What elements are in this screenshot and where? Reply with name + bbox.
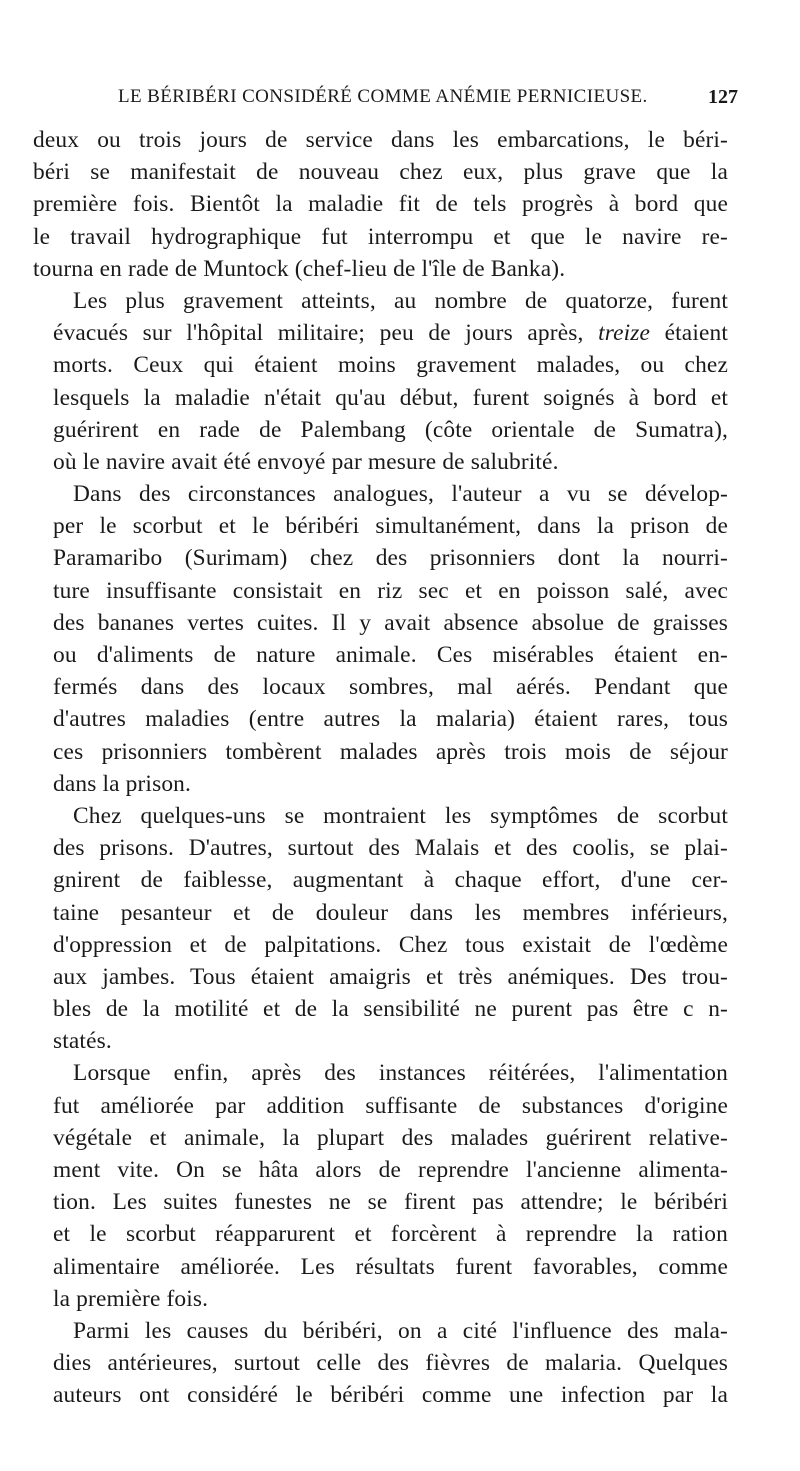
text-line: Dans des circonstances analogues, l'auteur a vu se dévelop- [73, 481, 728, 508]
text-line: ou d'aliments de nature animale. Ces misérables étaient en- [53, 642, 728, 668]
text-line: bles de la motilité et de la sensibilité ne purent pas être c n- [53, 996, 728, 1023]
text-line: la première fois. [53, 1285, 209, 1312]
paragraph [33, 1057, 728, 1315]
text-line: végétale et animale, la plupart des malades guérirent relative- [53, 1124, 728, 1151]
text-line: taine pesanteur et de douleur dans les membres inférieurs, [53, 899, 728, 926]
text-line: Paramaribo (Surimam) chez des prisonniers dont la nourri- [53, 545, 728, 572]
text-line: première fois. Bientôt la maladie fit de tels progrès à bord que [33, 191, 728, 218]
text-line: ment vite. On se hâta alors de reprendre l'ancienne alimenta- [53, 1157, 728, 1183]
text-line [33, 317, 728, 349]
body-text [33, 124, 728, 1412]
text-line: tourna en rade de Muntock (chef-lieu de l'île de Banka). [33, 255, 566, 282]
text-line: Les plus gravement atteints, au nombre de quatorze, furent [73, 287, 728, 314]
text-line: auteurs ont considéré le béribéri comme une infection par la [53, 1382, 728, 1409]
text-line: Chez quelques-uns se montraient les symptômes de scorbut [73, 802, 728, 829]
page-number: 127 [708, 86, 738, 108]
paragraph [33, 285, 728, 478]
text-line: statés. [53, 1028, 112, 1055]
text-line: aux jambes. Tous étaient amaigris et très anémiques. Des trou- [53, 963, 728, 990]
text-line: des bananes vertes cuites. Il y avait absence absolue de graisses [53, 609, 728, 636]
text-line: fermés dans des locaux sombres, mal aérés. Pendant que [53, 674, 728, 701]
paragraph [33, 800, 728, 1058]
text-line: le travail hydrographique fut interrompu et que le navire re- [33, 223, 728, 250]
text-line: des prisons. D'autres, surtout des Malais et des coolis, se plai- [53, 835, 728, 862]
running-header [118, 86, 738, 116]
paragraph [33, 1315, 728, 1412]
text-line: morts. Ceux qui étaient moins gravement malades, ou chez [53, 352, 728, 379]
paragraph [33, 478, 728, 800]
text-line: et le scorbut réapparurent et forcèrent à reprendre la ration [53, 1221, 728, 1248]
text-line: Lorsque enfin, après des instances réitérées, l'alimentation [73, 1060, 728, 1087]
text-line: deux ou trois jours de service dans les embarcations, le béri- [33, 127, 728, 153]
text-line: où le navire avait été envoyé par mesure de salubrité. [53, 448, 559, 475]
paragraph [33, 124, 728, 285]
text-line: alimentaire améliorée. Les résultats furent favorables, comme [53, 1253, 728, 1280]
running-title: LE BÉRIBÉRI CONSIDÉRÉ COMME ANÉMIE PERNICIEUSE. [118, 86, 648, 107]
text-line: béri se manifestait de nouveau chez eux, plus grave que la [33, 159, 728, 186]
text-line: fut améliorée par addition suffisante de substances d'origine [53, 1092, 728, 1119]
text-line: lesquels la maladie n'était qu'au début, furent soignés à bord et [53, 384, 728, 411]
text-line: gnirent de faiblesse, augmentant à chaque effort, d'une cer- [53, 867, 728, 894]
text-line: dans la prison. [53, 770, 192, 797]
text-segment: évacués sur l'hôpital militaire; peu de jours après, [53, 320, 584, 347]
text-line: ces prisonniers tombèrent malades après trois mois de séjour [53, 738, 728, 765]
text-line: Parmi les causes du béribéri, on a cité l'influence des mala- [73, 1317, 728, 1344]
text-line: ture insuffisante consistait en riz sec et en poisson salé, avec [53, 577, 728, 604]
text-line: dies antérieures, surtout celle des fièvres de malaria. Quelques [53, 1350, 728, 1377]
text-line: d'oppression et de palpitations. Chez tous existait de l'œdème [53, 931, 728, 958]
emphasized-word: treize [598, 320, 651, 347]
text-segment: étaient [664, 320, 729, 347]
text-line: tion. Les suites funestes ne se firent pas attendre; le béribéri [53, 1189, 728, 1216]
text-line: d'autres maladies (entre autres la malaria) étaient rares, tous [53, 706, 728, 733]
text-line: per le scorbut et le béribéri simultanément, dans la prison de [53, 513, 728, 540]
text-line: guérirent en rade de Palembang (côte orientale de Sumatra), [53, 416, 728, 443]
